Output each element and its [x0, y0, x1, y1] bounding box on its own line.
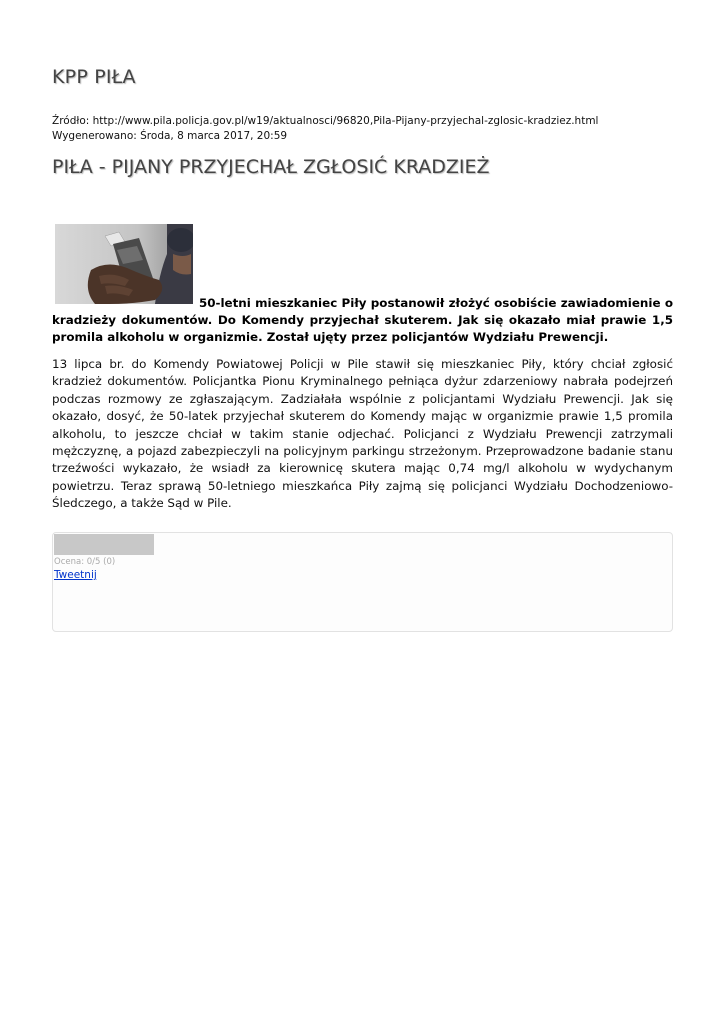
tweet-link[interactable]: Tweetnij	[54, 569, 97, 581]
rating-stars-bar[interactable]	[54, 534, 154, 555]
article-title: PIŁA - PIJANY PRZYJECHAŁ ZGŁOSIĆ KRADZIEŻ	[52, 156, 490, 178]
generated-date-text: Wygenerowano: Środa, 8 marca 2017, 20:59	[52, 129, 288, 142]
rating-box	[52, 532, 673, 632]
article-body: 13 lipca br. do Komendy Powiatowej Policji w Pile stawił się mieszkaniec Piły, który chciał zgłosić kradzież dokumentów. Policjantka Pionu Kryminalnego pełniąca dyżur zdarzeniowy nabrała podejrzeń podczas rozmowy ze zgłaszającym. Zadziałała wspólnie z policjantami Wydziału Prewencji. Jak się okazało, dosyć, że 50-latek przyjechał skuterem do Komendy mając w organizmie prawie 1,5 promila alkoholu, to jeszcze chciał w takim stanie odjechać. Policjanci z Wydziału Prewencji zatrzymali mężczyznę, a pojazd zabezpieczyli na policyjnym parkingu strzeżonym. Przeprowadzone badanie stanu trzeźwości wykazało, że wsiadł za kierownicę skutera mając 0,74 mg/l alkoholu w wydychanym powietrzu. Teraz sprawą 50-letniego mieszkańca Piły zajmą się policjanci Wydziału Dochodzeniowo-Śledczego, a także Sąd w Pile.	[52, 357, 673, 511]
article-lead: 50-letni mieszkaniec Piły postanowił złożyć osobiście zawiadomienie o kradzieży dokumentów. Do Komendy przyjechał skuterem. Jak się okazało miał prawie 1,5 promila alkoholu w organizmie. Został ujęty przez policjantów Wydziału Prewencji.	[52, 296, 673, 344]
article-photo	[55, 224, 193, 304]
article-lead-section	[52, 224, 673, 346]
site-title: KPP PIŁA	[52, 66, 136, 88]
rating-text: Ocena: 0/5 (0)	[54, 557, 116, 567]
source-meta	[52, 114, 598, 143]
source-url-text: Źródło: http://www.pila.policja.gov.pl/w19/aktualnosci/96820,Pila-Pijany-przyjechal-zglosic-kradziez.html	[52, 115, 599, 127]
breathalyzer-photo-image	[55, 224, 193, 304]
